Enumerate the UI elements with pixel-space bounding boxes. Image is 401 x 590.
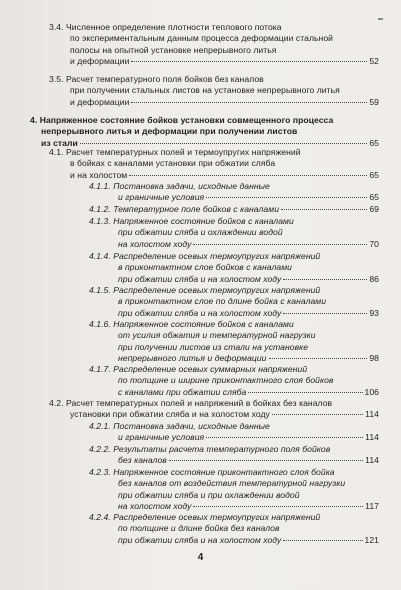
toc-entry-4-1-7 — [89, 364, 379, 398]
toc-page-number: 65 — [369, 169, 379, 180]
toc-entry-text: на холостом ходу — [118, 501, 192, 512]
dot-leader — [80, 142, 367, 144]
toc-leader-line — [89, 455, 379, 466]
toc-entry-text: и граничные условия — [118, 192, 205, 203]
toc-page-number: 65 — [369, 137, 379, 148]
toc-leader-line — [49, 97, 379, 108]
toc-entry-text: по экспериментальным данным процесса деформации стальной — [70, 33, 334, 44]
dot-leader — [206, 196, 367, 198]
toc-chapter-4 — [30, 115, 379, 149]
toc-entry-4-1-3 — [89, 216, 379, 250]
toc-entry-text: от усилия обжатия и температурной нагрузки — [118, 330, 316, 341]
dot-leader — [283, 312, 367, 314]
toc-entry-text: 4.2.1. Постановка задачи, исходные данные — [89, 421, 270, 431]
toc-entry-text: 4.1.6. Напряженное состояние бойков с каналами — [89, 319, 294, 329]
toc-entry-text: при обжатии сляба и на холостом ходу — [118, 534, 282, 545]
dot-leader — [193, 505, 363, 507]
toc-leader-line — [89, 387, 379, 398]
toc-entry-4-1-6 — [89, 319, 379, 365]
toc-entry-3-4 — [49, 22, 379, 68]
toc-entry-text: 4.1.3. Напряженное состояние бойков с каналами — [89, 216, 294, 226]
toc-leader-line — [89, 353, 379, 364]
toc-entry-text: по толщине и ширине приконтактного слоя бойков — [118, 375, 334, 386]
toc-entry-text: установки при обжатии сляба и на холостом ходу — [70, 409, 270, 420]
dot-leader — [272, 413, 363, 415]
toc-entry-4-1-1 — [89, 181, 379, 204]
toc-entry-text: при обжатии сляба и при охлаждении водой — [118, 489, 300, 500]
toc-entry-text: при обжатии сляба и на холостом ходу — [118, 273, 282, 284]
toc-entry-text: 4.1.5. Распределение осевых термоупругих напряжений — [89, 285, 321, 295]
toc-leader-line — [89, 192, 379, 203]
toc-page-number: 98 — [369, 353, 379, 364]
toc-leader-line — [49, 170, 379, 181]
toc-page-number: 59 — [369, 96, 379, 107]
toc-entry-4-1-5 — [89, 285, 379, 319]
toc-leader-line — [49, 56, 379, 67]
toc-page-number: 114 — [365, 432, 379, 443]
toc-page-number: 69 — [369, 204, 379, 214]
toc-page-number: 106 — [364, 386, 379, 397]
toc-page-number: 114 — [365, 455, 379, 466]
toc-entry-text: 4.1.2. Температурное поле бойков с каналами — [89, 204, 280, 214]
toc-chapter-title: непрерывного литья и деформации при получении листов — [41, 126, 298, 137]
toc-leader-line — [89, 308, 379, 319]
toc-page-number: 114 — [365, 409, 379, 420]
toc-page-number: 121 — [364, 534, 379, 545]
dot-leader — [269, 357, 368, 359]
page-edge-mark — [378, 18, 383, 20]
toc-entry-text: без каналов — [118, 455, 167, 466]
toc-page-number: 52 — [369, 56, 379, 67]
toc-entry-text: и деформации — [70, 96, 130, 107]
toc-leader-line — [89, 204, 379, 215]
toc-page-number: 65 — [369, 192, 379, 203]
toc-chapter-title: 4. Напряженное состояние бойков установки совмещенного процесса — [30, 115, 334, 125]
toc-entry-text: при обжатии сляба и охлаждении водой — [118, 227, 283, 238]
toc-entry-text: на холостом ходу — [118, 238, 192, 249]
dot-leader — [169, 459, 363, 461]
toc-entry-text: 4.1.1. Постановка задачи, исходные данные — [89, 181, 270, 191]
dot-leader — [283, 278, 367, 280]
toc-entry-text: 4.2.4. Распределение осевых термоупругих напряжений — [89, 512, 321, 522]
toc-entry-4-1-4 — [89, 251, 379, 285]
toc-entry-4-2-1 — [89, 421, 379, 444]
toc-entry-text: 4.1.7. Распределение осевых суммарных напряжений — [89, 364, 308, 374]
toc-entry-text: в приконтактном слое по длине бойка с каналами — [118, 296, 327, 307]
toc-entry-text: 4.2.2. Результаты расчета температурного поля бойков — [89, 444, 331, 454]
toc-entry-text: 4.2. Расчет температурных полей и напряжений в бойках без каналов — [49, 398, 333, 408]
toc-entry-text: по толщине и длине бойка без каналов — [118, 523, 280, 534]
dot-leader — [248, 391, 362, 393]
toc-page-number: 93 — [369, 307, 379, 318]
dot-leader — [131, 60, 367, 62]
dot-leader — [281, 208, 367, 210]
toc-entry-text: 4.1. Расчет температурных полей и термоупругих напряжений — [49, 147, 301, 157]
toc-leader-line — [89, 432, 379, 443]
toc-entry-text: при обжатии сляба и на холостом ходу — [118, 307, 282, 318]
toc-entry-text: 3.4. Численное определение плотности теплового потока — [49, 22, 282, 32]
toc-entry-text: и граничные условия — [118, 432, 205, 443]
toc-entry-text: в приконтактном слое бойков с каналами — [118, 262, 292, 273]
toc-leader-line — [89, 274, 379, 285]
toc-entry-4-1 — [49, 147, 379, 181]
toc-leader-line — [89, 501, 379, 512]
toc-page-number: 117 — [365, 501, 379, 512]
toc-entry-text: 3.5. Расчет температурного поля бойков без каналов — [49, 74, 264, 84]
toc-page-number: 70 — [369, 238, 379, 249]
toc-entry-4-2-3 — [89, 467, 379, 513]
toc-leader-line — [89, 535, 379, 546]
toc-entry-4-2-4 — [89, 512, 379, 546]
toc-entry-text: и на холостом — [70, 169, 128, 180]
toc-entry-3-5 — [49, 74, 379, 108]
dot-leader — [129, 174, 367, 176]
toc-entry-text: без каналов от воздействия температурной нагрузки — [118, 478, 346, 489]
toc-entry-text: 4.2.3. Напряженное состояние приконтактного слоя бойка — [89, 467, 335, 477]
dot-leader — [131, 101, 367, 103]
toc-entry-text: непрерывного литья и деформации — [118, 353, 267, 364]
toc-entry-4-2 — [49, 398, 379, 421]
toc-entry-text: в бойках с каналами установки при обжатии сляба — [70, 158, 276, 169]
toc-entry-text: и деформации — [70, 56, 130, 67]
toc-entry-text: при получении стальных листов на установке непрерывного литья — [70, 85, 340, 96]
toc-chapter-title: из стали — [41, 137, 78, 148]
toc-entry-4-2-2 — [89, 444, 379, 467]
toc-entry-text: полосы на опытной установке непрерывного литья — [70, 44, 277, 55]
toc-leader-line — [49, 409, 379, 420]
toc-entry-text: при получении листов из стали на установке — [118, 341, 309, 352]
page-number: 4 — [197, 552, 204, 563]
toc-entry-4-1-2 — [89, 204, 379, 215]
toc-entry-text: с каналами при обжатии сляба — [118, 386, 247, 397]
toc-entry-text: 4.1.4. Распределение осевых термоупругих напряжений — [89, 251, 321, 261]
toc-leader-line — [89, 239, 379, 250]
dot-leader — [206, 436, 363, 438]
dot-leader — [193, 243, 367, 245]
toc-page-number: 86 — [369, 273, 379, 284]
dot-leader — [283, 539, 362, 541]
